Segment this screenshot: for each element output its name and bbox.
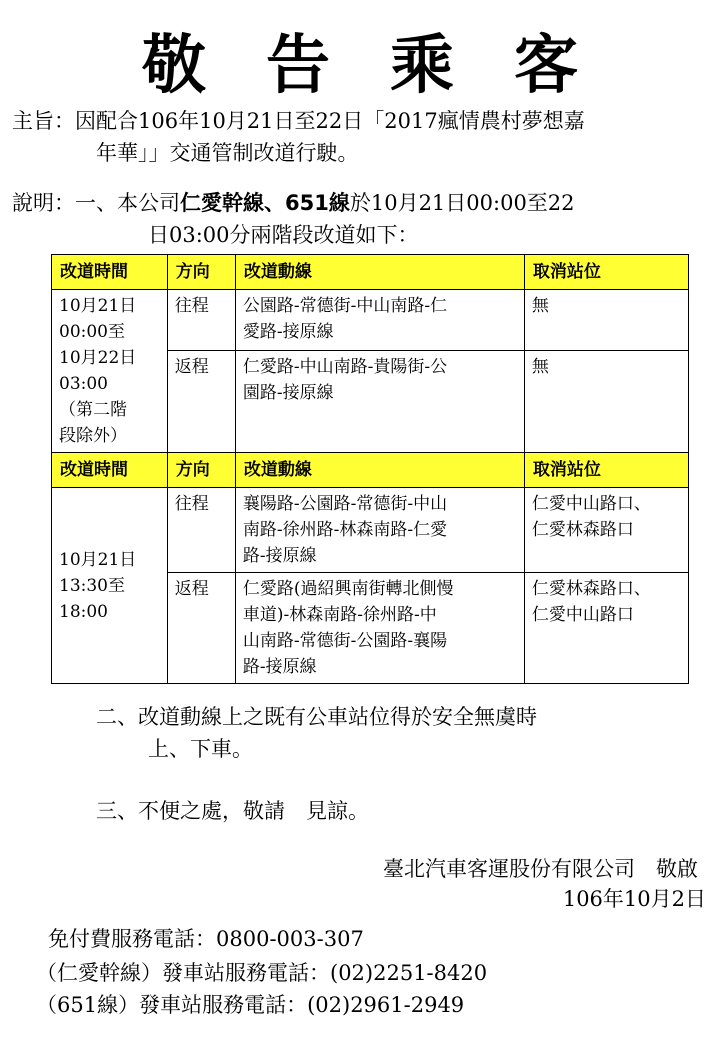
header-cancelled: 取消站位 xyxy=(524,255,688,290)
table-header-row xyxy=(52,255,689,290)
route-line: 路-接原線 xyxy=(242,546,317,566)
subject-line-1 xyxy=(12,106,585,136)
time-line: （第二階 xyxy=(59,400,127,420)
route-line: 車道)-林森南路-徐州路-中 xyxy=(242,605,437,625)
page-title xyxy=(0,14,720,106)
title-char: 乘 xyxy=(390,29,454,103)
route-line: 公園路-常德街-中山南路-仁 xyxy=(242,296,448,316)
subject-line-2: 年華」」交通管制改道行駛。 xyxy=(96,141,359,165)
explanation-item-1 xyxy=(12,188,575,218)
time-line: 13:30至 xyxy=(59,575,125,596)
toll-free-phone: 免付費服務電話：0800-003-307 xyxy=(48,927,364,951)
title-char: 客 xyxy=(514,29,578,103)
header-cancelled: 取消站位 xyxy=(524,453,688,488)
time-line: 18:00 xyxy=(59,601,108,622)
title-char: 告 xyxy=(266,29,330,103)
cancelled-line: 仁愛中山路口 xyxy=(531,605,634,625)
title-char: 敬 xyxy=(142,29,206,103)
signature-date: 106年10月2日 xyxy=(562,887,706,911)
route-line: 仁愛路(過紹興南街轉北側慢 xyxy=(242,579,454,599)
route-cell xyxy=(235,290,524,351)
route-cell xyxy=(235,573,524,684)
route-line: 路-接原線 xyxy=(242,657,317,677)
table-header-row xyxy=(52,453,689,488)
cancelled-cell xyxy=(524,488,688,573)
explanation-label: 說明： xyxy=(12,191,75,215)
route-line: 仁愛路-中山南路-貴陽街-公 xyxy=(242,357,448,377)
header-direction: 方向 xyxy=(167,453,235,488)
header-direction: 方向 xyxy=(167,255,235,290)
item1-suffix: 於10月21日00:00至22 xyxy=(349,191,575,215)
header-time: 改道時間 xyxy=(52,453,168,488)
route-cell xyxy=(235,351,524,453)
detour-table xyxy=(51,254,689,684)
route-line: 園路-接原線 xyxy=(242,383,334,403)
direction-cell: 往程 xyxy=(167,488,235,573)
cancelled-line: 仁愛中山路口、 xyxy=(531,494,651,514)
explanation-item-2-line-2: 上、下車。 xyxy=(148,737,253,761)
explanation-item-3: 三、不便之處，敬請 見諒。 xyxy=(96,799,369,823)
subject-text: 因配合106年10月21日至22日「2017瘋情農村夢想嘉 xyxy=(75,109,585,133)
route-cell xyxy=(235,488,524,573)
cancelled-cell xyxy=(524,290,688,351)
direction-cell: 返程 xyxy=(167,351,235,453)
route-line: 山南路-常德街-公園路-襄陽 xyxy=(242,631,448,651)
time-line: 段除外） xyxy=(59,426,127,446)
explanation-item-2: 二、改道動線上之既有公車站位得於安全無虞時 xyxy=(96,705,537,729)
route-line: 南路-徐州路-林森南路-仁愛 xyxy=(242,520,448,540)
header-route: 改道動線 xyxy=(235,255,524,290)
direction-cell: 返程 xyxy=(167,573,235,684)
time-line: 00:00至 xyxy=(59,322,125,342)
time-line: 03:00 xyxy=(59,374,108,394)
cancelled-line: 仁愛林森路口 xyxy=(531,520,634,540)
route-line: 襄陽路-公園路-常德街-中山 xyxy=(242,494,448,514)
time-line: 10月21日 xyxy=(59,549,137,570)
phase1-time-cell xyxy=(52,290,168,453)
table-row xyxy=(52,290,689,351)
cancelled-line: 仁愛林森路口、 xyxy=(531,579,651,599)
cancelled-line: 無 xyxy=(531,357,549,377)
renai-line-phone: （仁愛幹線）發車站服務電話：(02)2251-8420 xyxy=(36,961,488,985)
subject-label: 主旨： xyxy=(12,109,75,133)
time-line: 10月21日 xyxy=(59,296,137,316)
phase2-time-cell xyxy=(52,488,168,684)
explanation-item-1-line-2: 日03:00分兩階段改道如下： xyxy=(148,223,419,247)
direction-cell: 往程 xyxy=(167,290,235,351)
cancelled-cell xyxy=(524,573,688,684)
time-line: 10月22日 xyxy=(59,348,137,368)
route-line: 愛路-接原線 xyxy=(242,322,334,342)
table-row xyxy=(52,488,689,573)
line-651-phone: （651線）發車站服務電話：(02)2961-2949 xyxy=(36,993,465,1017)
signature-company: 臺北汽車客運股份有限公司 敬啟 xyxy=(383,857,698,881)
item1-prefix: 一、本公司 xyxy=(75,191,180,215)
header-route: 改道動線 xyxy=(235,453,524,488)
item1-routes: 仁愛幹線、651線 xyxy=(180,191,350,215)
header-time: 改道時間 xyxy=(52,255,168,290)
cancelled-cell xyxy=(524,351,688,453)
cancelled-line: 無 xyxy=(531,296,549,316)
